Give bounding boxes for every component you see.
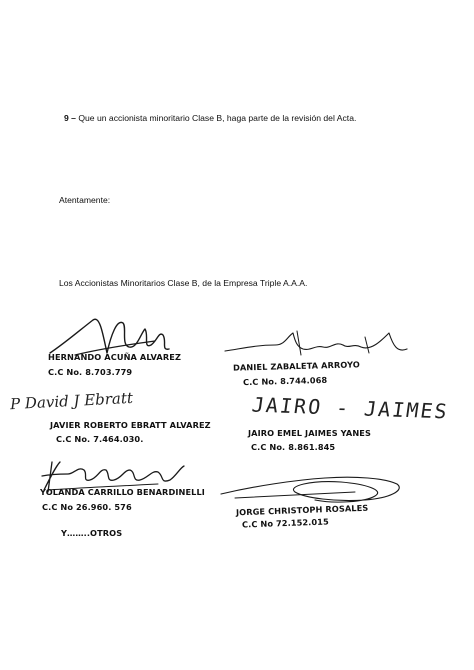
signature-jaimes: JAIRO - JAIMES — [250, 392, 451, 424]
others-text: Y……..OTROS — [61, 528, 123, 538]
signer-name: YOLANDA CARRILLO BENARDINELLI — [40, 487, 205, 497]
signer-id: C.C No. 7.464.030. — [56, 434, 144, 444]
signature-ebratt: P David J Ebratt — [9, 388, 134, 414]
closing-text: Atentamente: — [59, 195, 111, 205]
signer-id: C.C No. 8.744.068 — [242, 374, 328, 388]
signer-id: C.C No. 8.861.845 — [251, 442, 336, 452]
signer-name: DANIEL ZABALETA ARROYO — [232, 359, 361, 373]
signer-id: C.C No 72.152.015 — [241, 516, 329, 530]
point-9-text: Que un accionista minoritario Clase B, haga parte de la revisión del Acta. — [78, 113, 357, 123]
point-9 — [64, 113, 356, 123]
intro-text: Los Accionistas Minoritarios Clase B, de la Empresa Triple A.A.A. — [59, 278, 308, 288]
signer-name: JAVIER ROBERTO EBRATT ALVAREZ — [50, 420, 211, 430]
signer-id: C.C No 26.960. 576 — [42, 502, 132, 512]
signer-name: JAIRO EMEL JAIMES YANES — [248, 428, 371, 438]
signer-id: C.C No. 8.703.779 — [48, 367, 133, 377]
signer-name: JORGE CHRISTOPH ROSALES — [235, 502, 369, 518]
point-9-number: 9 – — [64, 113, 76, 123]
signer-name: HERNANDO ACUÑA ALVAREZ — [48, 352, 182, 362]
